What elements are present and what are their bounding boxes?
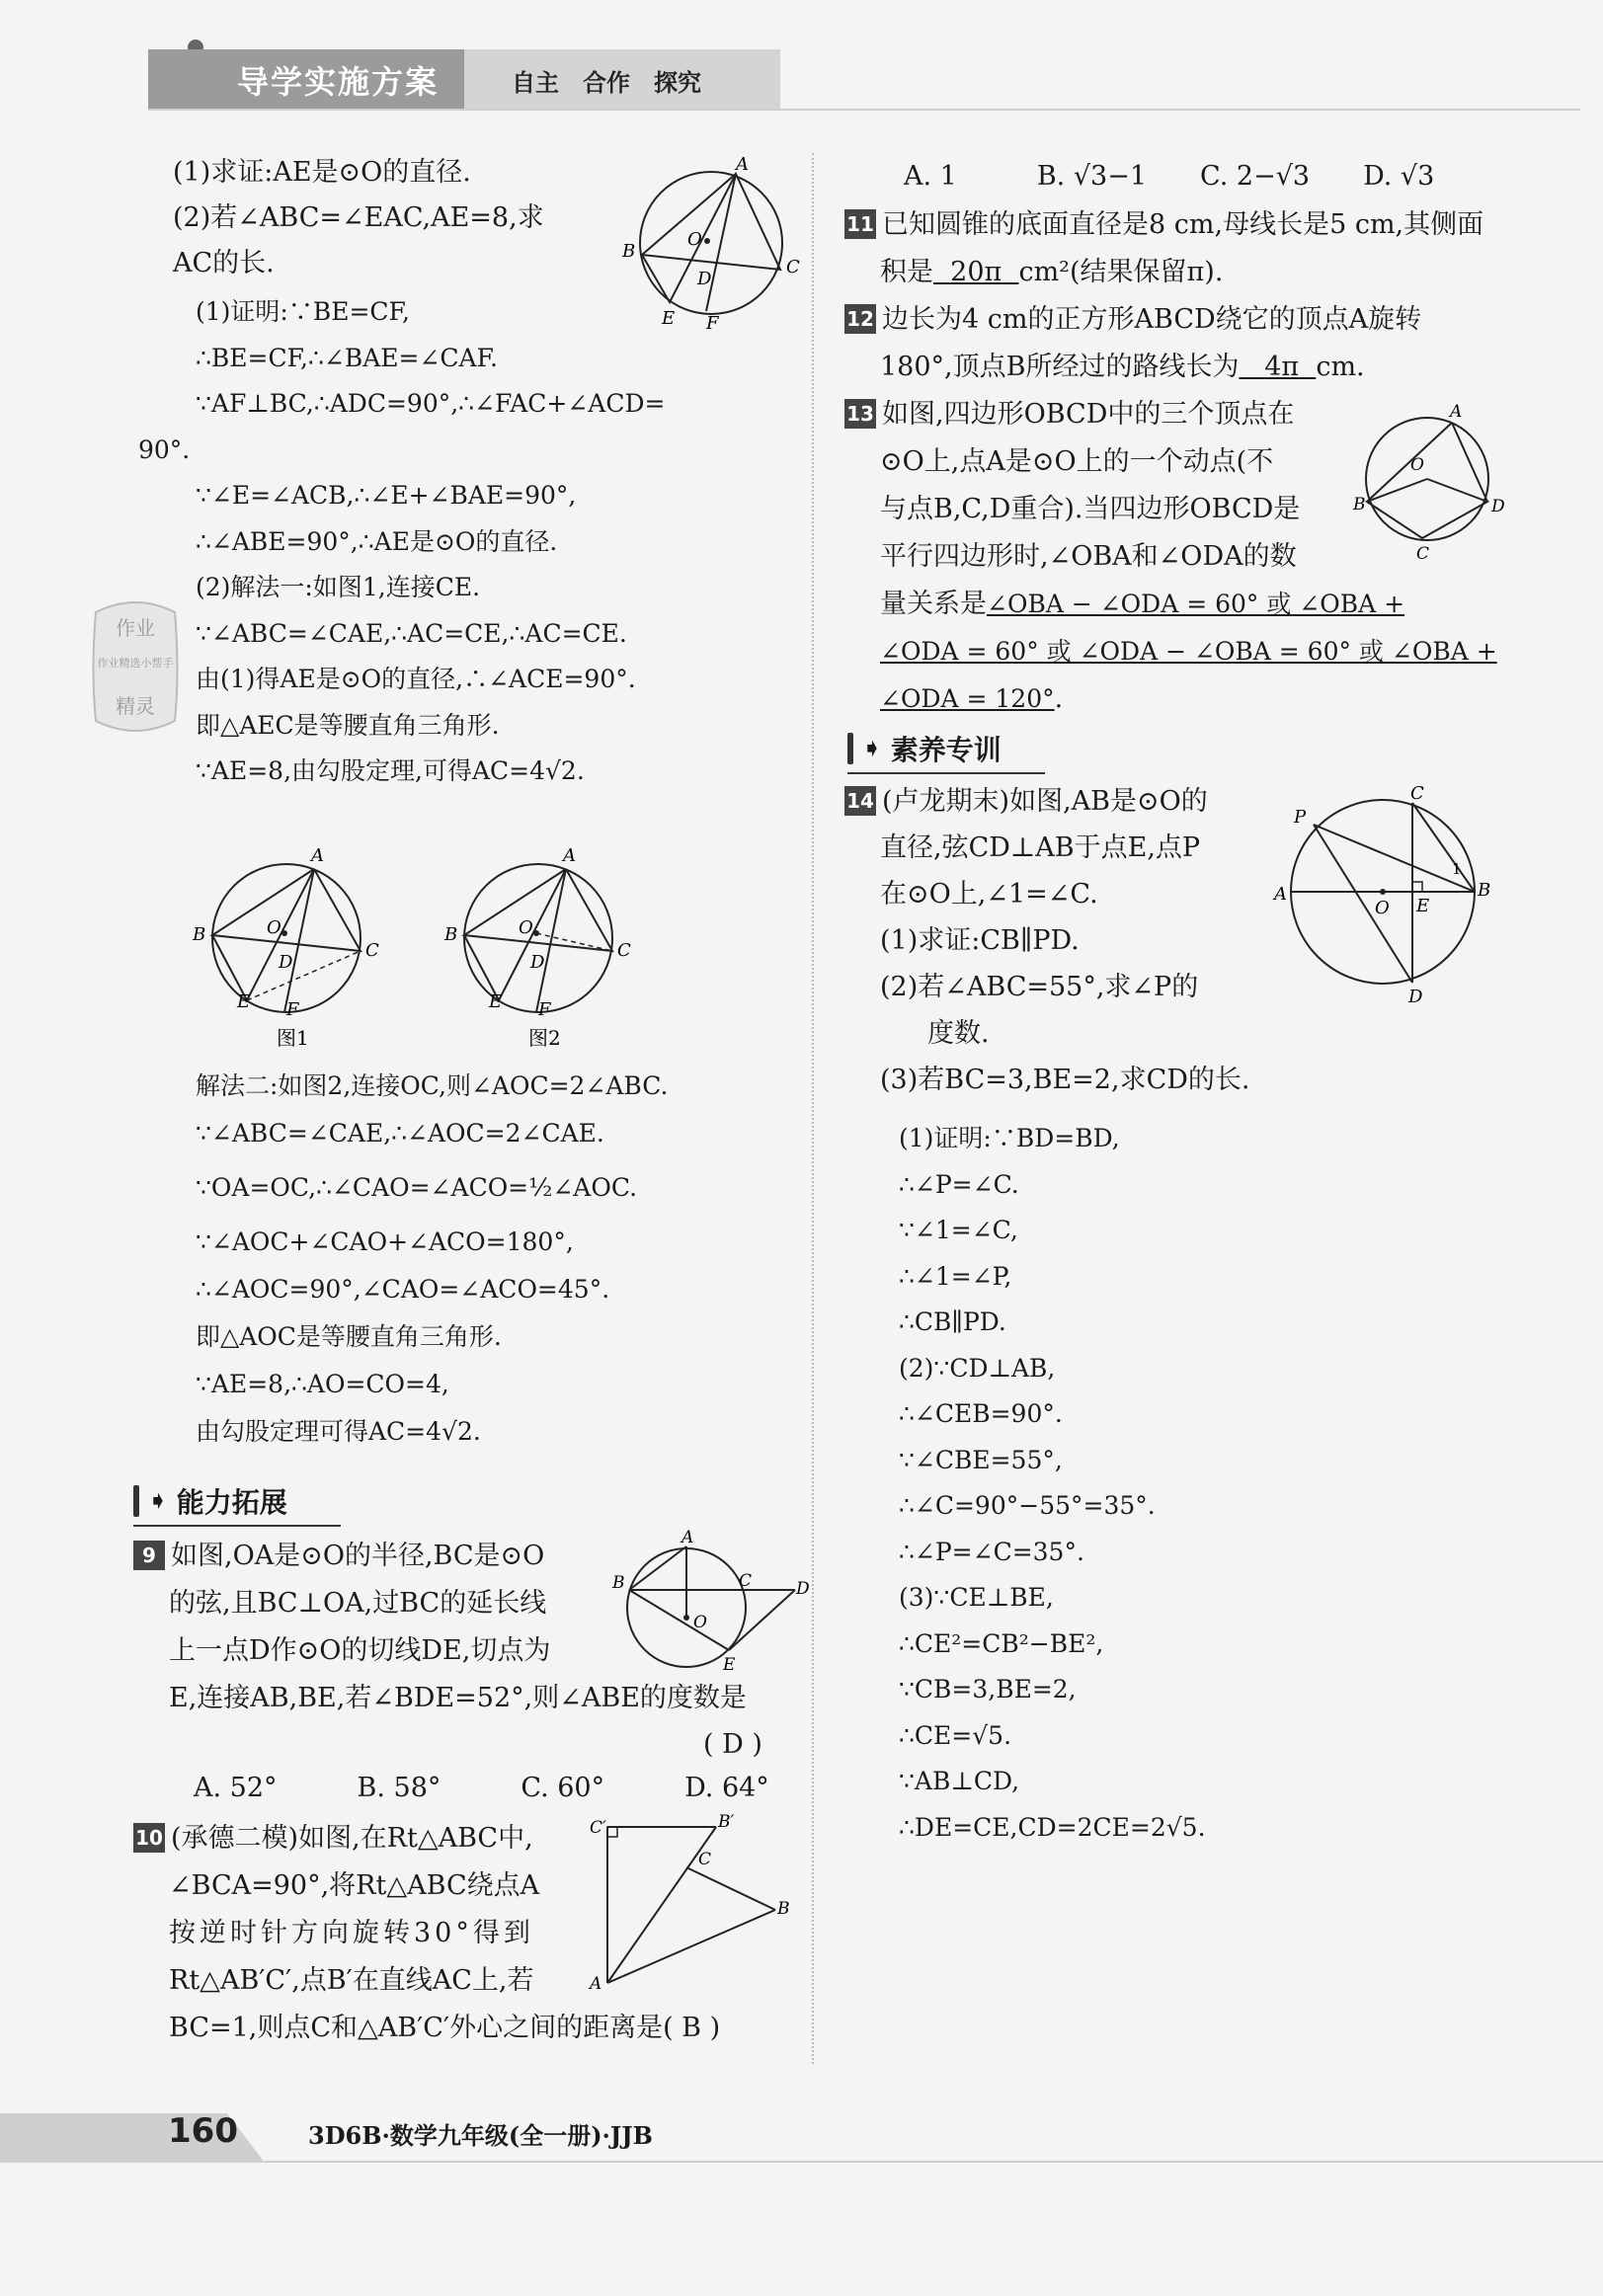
question-number: 12 <box>844 304 876 334</box>
section-header-literacy <box>847 729 1045 768</box>
q8-part2-cont: AC的长. <box>173 248 275 278</box>
page-number: 160 <box>168 2111 238 2151</box>
figure-2 <box>440 839 637 1057</box>
q9-answer: ( D ) <box>703 1729 762 1760</box>
solution-line: ∴CB∥PD. <box>899 1307 1006 1336</box>
svg-text:E: E <box>489 991 503 1012</box>
solution-line: 即△AOC是等腰直角三角形. <box>196 1322 502 1351</box>
solution-line: (1)证明:∵BD=BD, <box>899 1124 1120 1152</box>
question-13: 13 如图,四边形OBCD中的三个顶点在 ⊙O上,点A是⊙O上的一个动点(不 与点B,C,D重合).当四边形OBCD是 平行四边形时,∠OBA和∠ODA的数 量关系是∠OBA − ∠ODA = 60° 或 ∠OBA + ∠ODA = 60° 或 ∠ODA − ∠OBA = 60° 或 ∠OBA + ∠ODA = 120°. <box>844 391 1497 723</box>
solution-line: ∴DE=CE,CD=2CE=2√5. <box>899 1812 1206 1842</box>
solution-line: ∵AF⊥BC,∴ADC=90°,∴∠FAC+∠ACD= <box>196 389 666 418</box>
solution-line: ∵∠AOC+∠CAO+∠ACO=180°, <box>196 1227 574 1256</box>
q10-text: 按逆时针方向旋转30°得到 <box>169 1918 534 1948</box>
section-title: 素养专训 <box>890 734 1002 766</box>
footer-info: 3D6B·数学九年级(全一册)·JJB <box>308 2121 653 2150</box>
q10-text: ∠BCA=90°,将Rt△ABC绕点A <box>169 1870 540 1901</box>
q8-solution-method2 <box>196 1063 668 1456</box>
header-subtitle: 自主 合作 探究 <box>512 69 701 97</box>
svg-text:A: A <box>311 845 324 866</box>
solution-line: ∴∠CEB=90°. <box>899 1399 1063 1428</box>
solution-line: ∴∠P=∠C=35°. <box>899 1537 1084 1566</box>
solution-line: ∴∠AOC=90°,∠CAO=∠ACO=45°. <box>196 1275 610 1304</box>
svg-text:P: P <box>1294 807 1307 828</box>
question-12: 12 边长为4 cm的正方形ABCD绕它的顶点A旋转 180°,顶点B所经过的路线长为 4π cm. <box>844 296 1421 391</box>
section-header-ability <box>133 1481 341 1521</box>
q8-part2: (2)若∠ABC=∠EAC,AE=8,求 <box>173 202 544 233</box>
svg-text:C: C <box>1416 544 1430 564</box>
question-number: 9 <box>133 1541 165 1570</box>
question-11: 11 已知圆锥的底面直径是8 cm,母线长是5 cm,其侧面 积是 20π cm²(结果保留π). <box>844 201 1483 296</box>
svg-text:C′: C′ <box>590 1818 606 1838</box>
svg-text:B: B <box>444 924 458 945</box>
q14-solution <box>899 1116 1206 1851</box>
q10-figure <box>588 1812 795 1994</box>
svg-text:A: A <box>590 1974 602 1994</box>
svg-text:F: F <box>706 313 719 334</box>
solution-line: 由勾股定理可得AC=4√2. <box>196 1417 481 1446</box>
svg-text:D: D <box>697 269 712 289</box>
svg-text:图2: 图2 <box>528 1026 561 1050</box>
solution-line: ∴BE=CF,∴∠BAE=∠CAF. <box>196 343 499 372</box>
svg-text:B′: B′ <box>718 1812 735 1832</box>
q10-text: (承德二模)如图,在Rt△ABC中, <box>171 1823 533 1854</box>
svg-text:D: D <box>279 952 293 973</box>
answer-blank: ∠ODA = 120° <box>880 684 1055 713</box>
svg-text:E: E <box>237 991 251 1012</box>
q13-text: 如图,四边形OBCD中的三个顶点在 <box>882 399 1295 430</box>
svg-text:A: A <box>1450 402 1463 422</box>
svg-text:A: A <box>563 845 576 866</box>
svg-text:C: C <box>1410 783 1424 804</box>
svg-text:O: O <box>1375 898 1390 918</box>
solution-line: ∴∠C=90°−55°=35°. <box>899 1491 1156 1520</box>
solution-line: ∴CE²=CB²−BE², <box>899 1628 1104 1658</box>
solution-line: ∴CE=√5. <box>899 1720 1012 1750</box>
header-title: 导学实施方案 <box>237 63 440 101</box>
q11-text: 已知圆锥的底面直径是8 cm,母线长是5 cm,其侧面 <box>882 209 1484 240</box>
solution-line: ∵∠CBE=55°, <box>899 1445 1063 1474</box>
solution-line: ∵∠ABC=∠CAE,∴AC=CE,∴AC=CE. <box>196 618 627 648</box>
svg-text:A: A <box>1274 884 1287 905</box>
q12-text: 边长为4 cm的正方形ABCD绕它的顶点A旋转 <box>882 304 1422 335</box>
q9-figure <box>612 1529 810 1687</box>
svg-text:B: B <box>622 241 636 262</box>
solution-line: ∵∠1=∠C, <box>899 1216 1018 1244</box>
figure-1 <box>188 839 385 1057</box>
svg-text:C: C <box>698 1850 712 1869</box>
svg-text:C: C <box>739 1571 753 1591</box>
answer-blank: ∠ODA = 60° 或 ∠ODA − ∠OBA = 60° 或 ∠OBA + <box>880 637 1497 666</box>
solution-line: ∵∠E=∠ACB,∴∠E+∠BAE=90°, <box>196 481 577 510</box>
svg-text:B: B <box>612 1573 625 1593</box>
q9-options: A. 52° B. 58° C. 60° D. 64° <box>194 1773 769 1803</box>
svg-text:O: O <box>693 1613 707 1632</box>
q10-text: BC=1,则点C和△AB′C′外心之间的距离是( B ) <box>169 2013 721 2043</box>
arrow-icon: ➧ <box>861 734 883 763</box>
q8-part1: (1)求证:AE是⊙O的直径. <box>173 157 471 188</box>
svg-text:C: C <box>617 940 631 961</box>
svg-text:A: A <box>681 1528 694 1547</box>
question-number: 13 <box>844 399 876 429</box>
arrow-icon: ➧ <box>147 1486 169 1516</box>
footer-band <box>0 2113 1603 2163</box>
svg-text:B: B <box>193 924 206 945</box>
svg-text:C: C <box>365 940 379 961</box>
solution-line: (2)解法一:如图1,连接CE. <box>196 573 481 601</box>
svg-text:C: C <box>786 257 800 277</box>
stamp-text: 作业 作业精选小帮手 精灵 <box>97 616 174 718</box>
q9-text: 上一点D作⊙O的切线DE,切点为 <box>169 1635 551 1666</box>
svg-text:D: D <box>1408 987 1423 1007</box>
solution-line: ∵CB=3,BE=2, <box>899 1675 1077 1703</box>
svg-text:D: D <box>1491 497 1505 516</box>
solution-line: (1)证明:∵BE=CF, <box>196 297 410 326</box>
q9-text: 如图,OA是⊙O的半径,BC是⊙O <box>171 1541 545 1571</box>
svg-text:A: A <box>736 154 749 175</box>
svg-text:B: B <box>1478 880 1491 901</box>
q9-text: E,连接AB,BE,若∠BDE=52°,则∠ABE的度数是 <box>169 1683 747 1713</box>
svg-text:E: E <box>723 1655 736 1675</box>
svg-text:O: O <box>267 917 281 938</box>
q8-figure <box>612 156 810 334</box>
solution-line: ∴∠ABE=90°,∴AE是⊙O的直径. <box>196 526 558 556</box>
solution-line: ∵AE=8,由勾股定理,可得AC=4√2. <box>196 756 585 785</box>
svg-text:1: 1 <box>1452 860 1462 878</box>
header-rule <box>148 109 1580 111</box>
solution-line: 90°. <box>138 435 191 464</box>
svg-text:O: O <box>687 229 702 250</box>
q8-solution <box>138 289 666 795</box>
solution-line: 由(1)得AE是⊙O的直径,∴∠ACE=90°. <box>196 665 636 693</box>
svg-text:F: F <box>538 999 551 1020</box>
solution-line: ∴∠P=∠C. <box>899 1169 1019 1199</box>
section-title: 能力拓展 <box>176 1486 287 1519</box>
solution-line: 即△AEC是等腰直角三角形. <box>196 710 500 740</box>
left-column <box>173 150 544 286</box>
answer-blank: 20π <box>950 257 1002 287</box>
svg-text:D: D <box>796 1579 810 1599</box>
answer-blank: 4π <box>1264 352 1300 382</box>
svg-text:F: F <box>286 999 299 1020</box>
svg-text:O: O <box>1410 455 1424 475</box>
solution-line: ∵AB⊥CD, <box>899 1767 1020 1795</box>
question-14: 14 (卢龙期末)如图,AB是⊙O的 直径,弦CD⊥AB于点E,点P 在⊙O上,∠1=∠C. (1)求证:CB∥PD. (2)若∠ABC=55°,求∠P的 度数. (3)若BC=3,BE=2,求CD的长. <box>844 778 1249 1103</box>
svg-text:O: O <box>519 917 533 938</box>
svg-text:B: B <box>777 1899 790 1919</box>
svg-text:图1: 图1 <box>277 1026 309 1050</box>
svg-text:D: D <box>530 952 545 973</box>
solution-line: ∴∠1=∠P, <box>899 1261 1012 1291</box>
question-number: 10 <box>133 1823 165 1853</box>
question-number: 14 <box>844 786 876 816</box>
q13-figure <box>1353 395 1505 564</box>
solution-line: 解法二:如图2,连接OC,则∠AOC=2∠ABC. <box>196 1071 669 1100</box>
q10-text: Rt△AB′C′,点B′在直线AC上,若 <box>169 1965 534 1996</box>
solution-line: ∵∠ABC=∠CAE,∴∠AOC=2∠CAE. <box>196 1119 604 1148</box>
solution-line: (3)∵CE⊥BE, <box>899 1583 1054 1612</box>
q14-figure <box>1274 785 1496 1007</box>
svg-text:E: E <box>662 308 676 329</box>
question-number: 11 <box>844 209 876 239</box>
solution-line: ∵OA=OC,∴∠CAO=∠ACO=½∠AOC. <box>196 1173 638 1202</box>
q10-options: A. 1 B. √3−1 C. 2−√3 D. √3 <box>904 161 1435 192</box>
svg-text:B: B <box>1353 495 1366 515</box>
solution-line: ∵AE=8,∴AO=CO=4, <box>196 1370 449 1398</box>
column-divider <box>812 153 814 2064</box>
svg-text:E: E <box>1416 896 1430 916</box>
q9-text: 的弦,且BC⊥OA,过BC的延长线 <box>169 1588 547 1619</box>
answer-blank: ∠OBA − ∠ODA = 60° 或 ∠OBA + <box>987 590 1405 618</box>
solution-line: (2)∵CD⊥AB, <box>899 1353 1056 1383</box>
